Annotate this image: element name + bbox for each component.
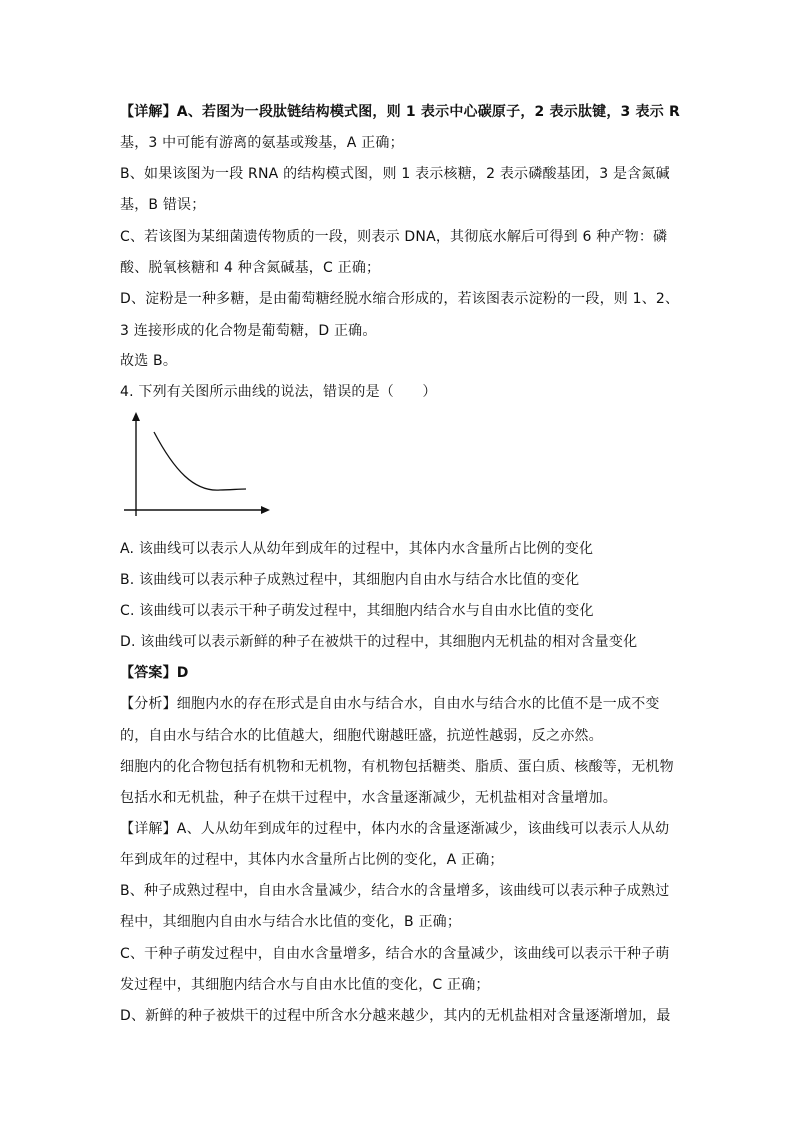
text-line: 故选 B。 xyxy=(120,353,178,369)
text-line: 基，B 错误； xyxy=(120,197,206,213)
option-d: D. 该曲线可以表示新鲜的种子在被烘干的过程中，其细胞内无机盐的相对含量变化 xyxy=(120,634,638,650)
text-line: D、新鲜的种子被烘干的过程中所含水分越来越少，其内的无机盐相对含量逐渐增加，最 xyxy=(120,1008,671,1024)
text-line: C、干种子萌发过程中，自由水含量增多，结合水的含量减少，该曲线可以表示干种子萌 xyxy=(120,946,670,962)
question-stem: 4. 下列有关图所示曲线的说法，错误的是（ ） xyxy=(120,384,437,400)
answer-line: 【答案】D xyxy=(120,665,189,681)
text-line: 【详解】A、若图为一段肽链结构模式图，则 1 表示中心碳原子，2 表示肽键，3 表示 R xyxy=(120,104,681,120)
text-line: 【详解】A、人从幼年到成年的过程中，体内水的含量逐渐减少，该曲线可以表示人从幼 xyxy=(120,821,670,837)
text-line: 细胞内的化合物包括有机物和无机物，有机物包括糖类、脂质、蛋白质、核酸等，无机物 xyxy=(120,759,674,775)
text-line: 程中，其细胞内自由水与结合水比值的变化，B 正确； xyxy=(120,914,462,930)
option-c: C. 该曲线可以表示干种子萌发过程中，其细胞内结合水与自由水比值的变化 xyxy=(120,603,594,619)
y-axis-arrow xyxy=(132,412,140,421)
curve-figure xyxy=(120,412,280,520)
text-line: 【分析】细胞内水的存在形式是自由水与结合水，自由水与结合水的比值不是一成不变 xyxy=(120,696,660,712)
option-a: A. 该曲线可以表示人从幼年到成年的过程中，其体内水含量所占比例的变化 xyxy=(120,541,594,557)
text-line: B、如果该图为一段 RNA 的结构模式图，则 1 表示核糖，2 表示磷酸基团，3 是含氮碱 xyxy=(120,166,670,182)
text-line: D、淀粉是一种多糖，是由葡萄糖经脱水缩合形成的，若该图表示淀粉的一段，则 1、2、 xyxy=(120,291,680,307)
text-line: 的，自由水与结合水的比值越大，细胞代谢越旺盛，抗逆性越弱，反之亦然。 xyxy=(120,728,603,744)
text-line: 3 连接形成的化合物是葡萄糖，D 正确。 xyxy=(120,323,377,339)
text-line: 年到成年的过程中，其体内水含量所占比例的变化，A 正确； xyxy=(120,852,504,868)
text-line: 发过程中，其细胞内结合水与自由水比值的变化，C 正确； xyxy=(120,977,490,993)
text-line: C、若该图为某细菌遗传物质的一段，则表示 DNA，其彻底水解后可得到 6 种产物：磷 xyxy=(120,229,668,245)
text-line: 包括水和无机盐，种子在烘干过程中，水含量逐渐减少，无机盐相对含量增加。 xyxy=(120,790,617,806)
option-b: B. 该曲线可以表示种子成熟过程中，其细胞内自由水与结合水比值的变化 xyxy=(120,572,580,588)
x-axis-arrow xyxy=(261,506,270,514)
decreasing-curve xyxy=(154,432,246,490)
text-line: 酸、脱氧核糖和 4 种含氮碱基，C 正确； xyxy=(120,260,381,276)
text-line: 基，3 中可能有游离的氨基或羧基，A 正确； xyxy=(120,135,404,151)
text-line: B、种子成熟过程中，自由水含量减少，结合水的含量增多，该曲线可以表示种子成熟过 xyxy=(120,883,670,899)
